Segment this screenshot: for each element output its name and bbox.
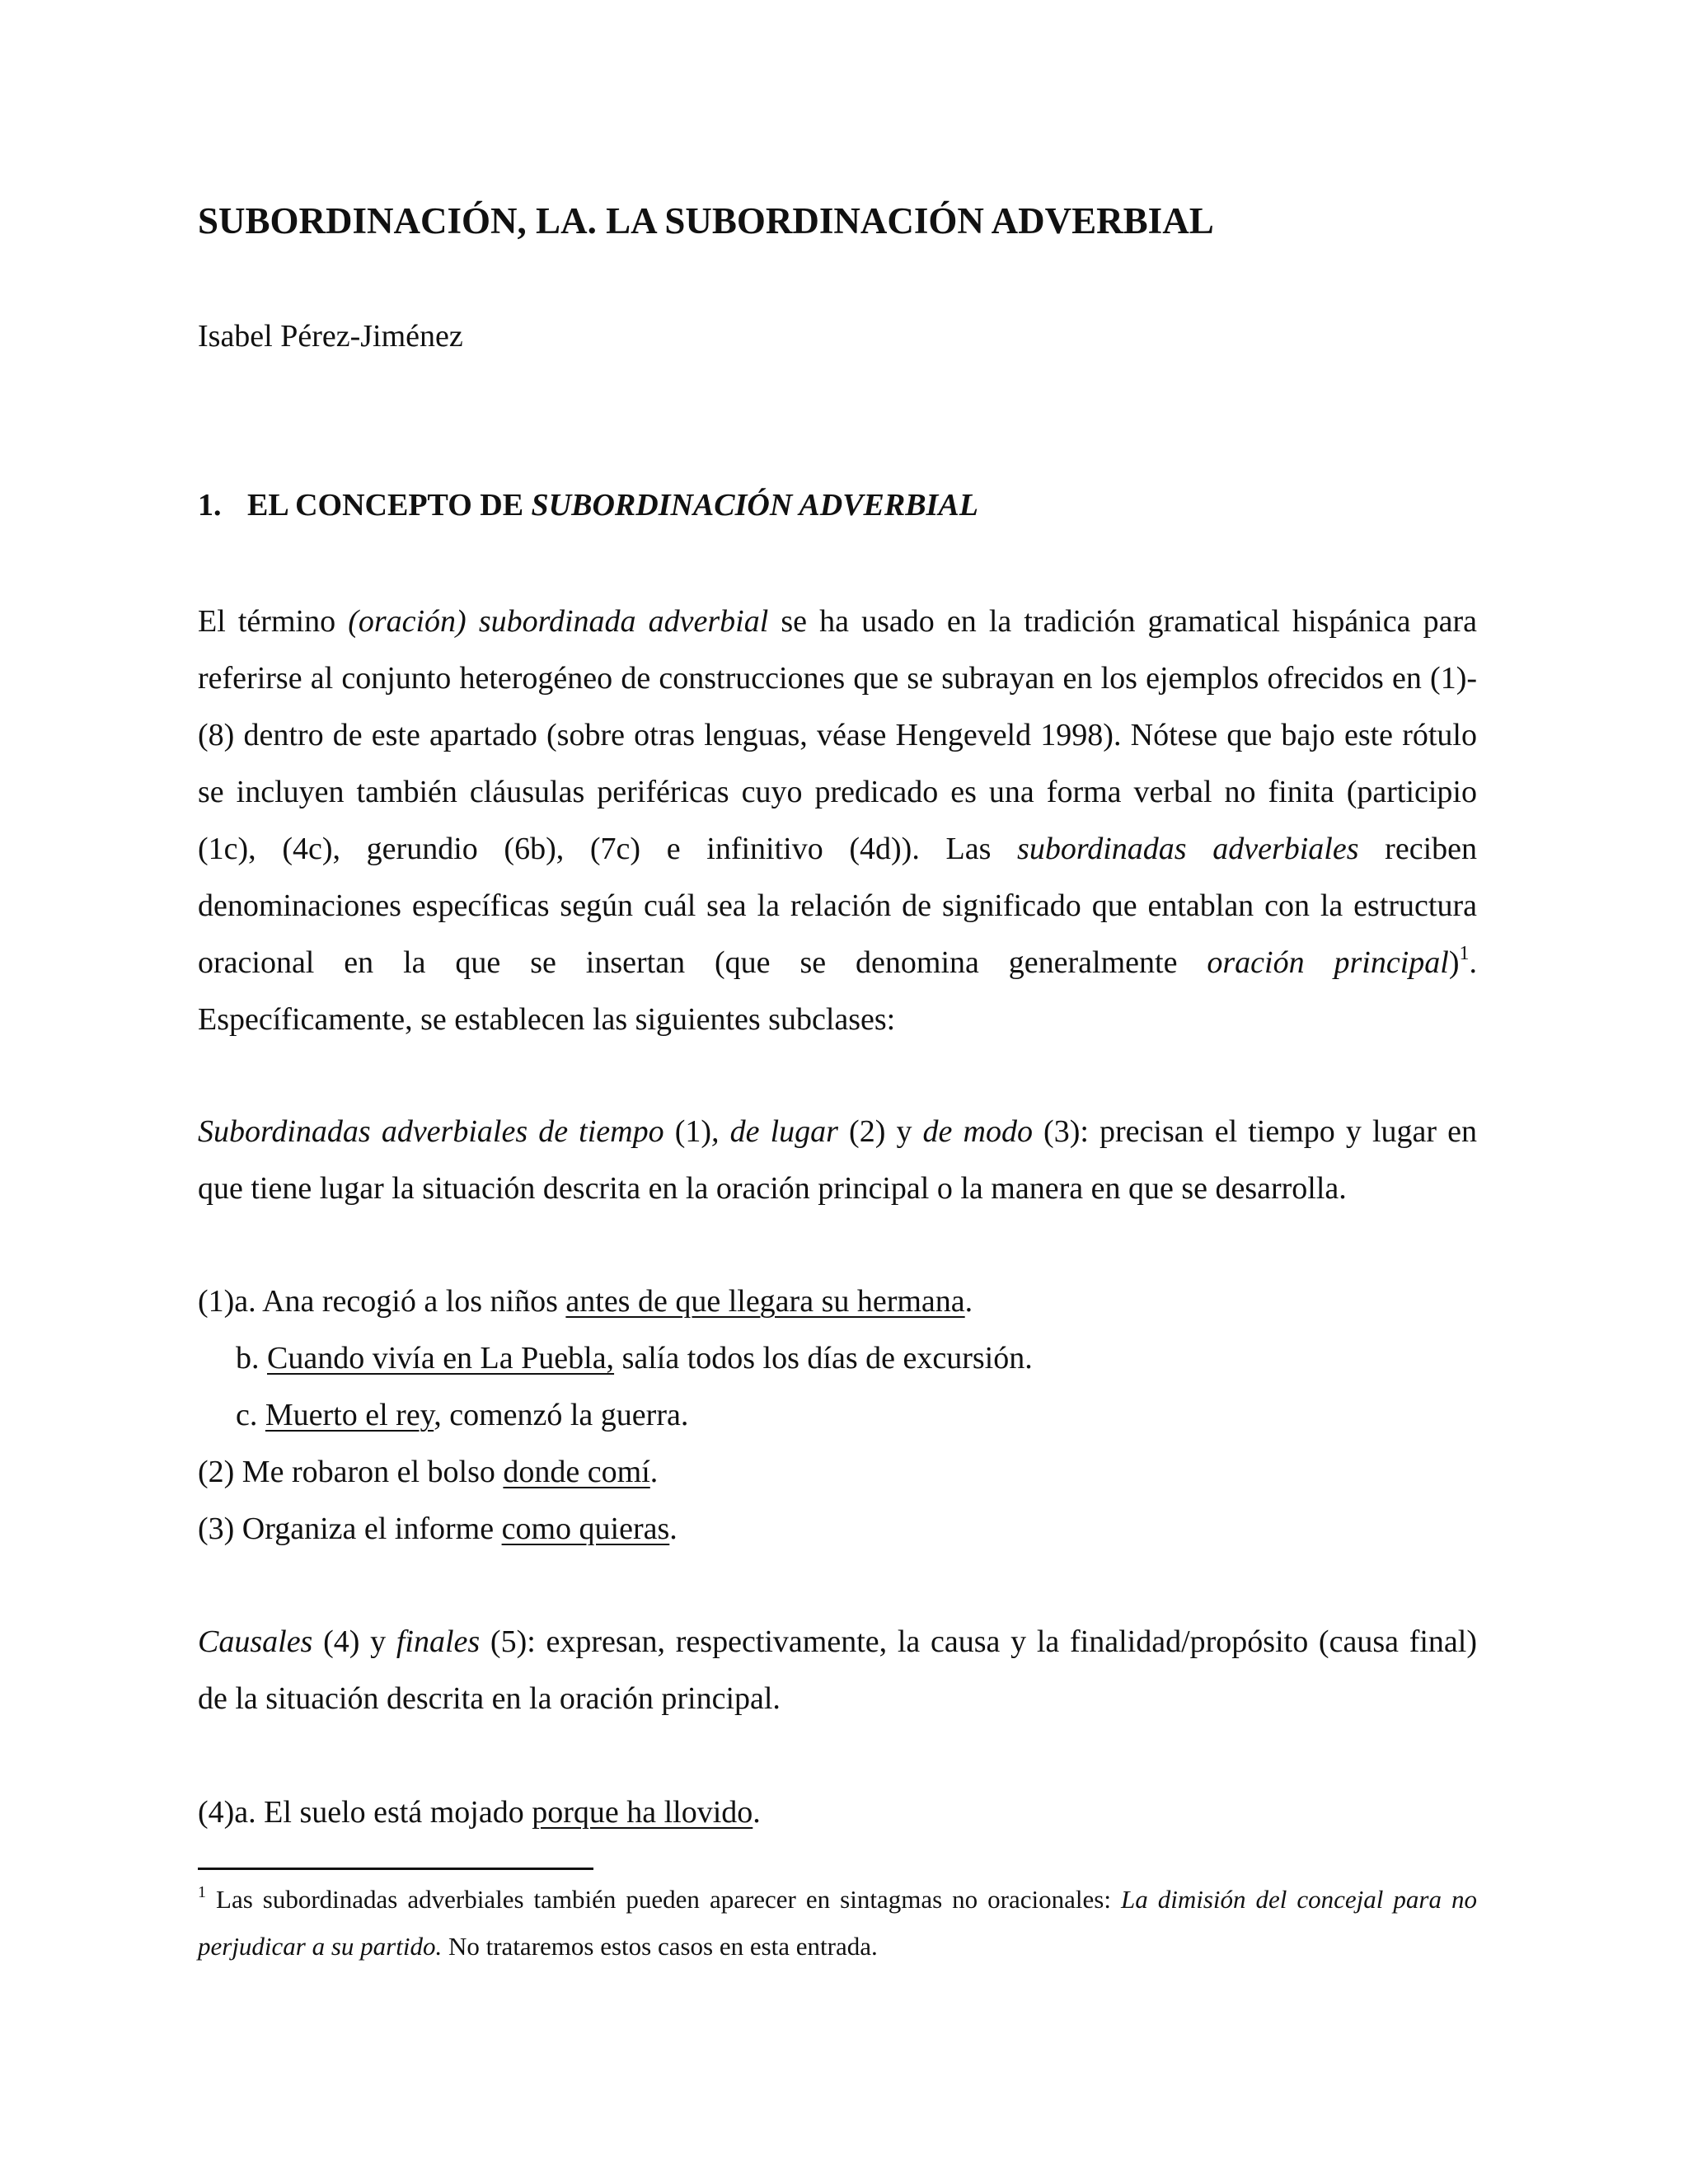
footnote-text: Las subordinadas adverbiales también pueden aparecer en sintagmas no oracionales: <box>206 1885 1121 1914</box>
paragraph-definition-body <box>198 593 1477 991</box>
italic-term: subordinadas adverbiales <box>1017 832 1359 866</box>
text-run: (2) y <box>837 1114 923 1149</box>
example-text: (3) Organiza el informe <box>198 1511 502 1546</box>
author-name: Isabel Pérez-Jiménez <box>198 319 463 354</box>
section-heading <box>198 485 1477 526</box>
example-text: , comenzó la guerra. <box>434 1398 689 1432</box>
example-4a <box>198 1784 1477 1841</box>
underlined-clause: porque ha llovido <box>532 1795 753 1830</box>
footnote-number: 1 <box>198 1883 206 1901</box>
example-text: . <box>753 1795 761 1830</box>
example-text: (1)a. Ana recogió a los niños <box>198 1284 566 1319</box>
example-text: b. <box>236 1341 267 1376</box>
italic-term: Subordinadas adverbiales de tiempo <box>198 1114 664 1149</box>
underlined-clause: donde comí <box>503 1455 650 1489</box>
examples-group-2 <box>198 1784 1477 1841</box>
footnote-reference[interactable]: 1 <box>1459 943 1470 964</box>
document-title: SUBORDINACIÓN, LA. LA SUBORDINACIÓN ADVERBIAL <box>198 200 1214 241</box>
paragraph-tiempo-lugar-modo <box>198 1104 1477 1217</box>
text-run: reciben denominaciones específicas según cuál sea la relación de significado que entablan con la estructura oracional en la que se insertan (que se denomina generalmente <box>198 832 1477 980</box>
paragraph-definition-last-line: Específicamente, se establecen las siguientes subclases: <box>198 1002 896 1037</box>
footnote-italic: La dimisión del concejal para no perjudicar a su partido. <box>198 1885 1477 1961</box>
text-run: El término <box>198 604 349 639</box>
italic-term: Causales <box>198 1624 313 1659</box>
example-3 <box>198 1501 1477 1558</box>
underlined-clause: antes de que llegara su hermana <box>565 1284 965 1319</box>
text-run: (3): precisan el tiempo y lugar en que tiene lugar la situación descrita en la oración principal o la manera en que se desarrolla. <box>198 1114 1478 1206</box>
example-text: (2) Me robaron el bolso <box>198 1455 504 1489</box>
italic-term: oración principal <box>1207 945 1449 980</box>
example-1b <box>198 1330 1477 1387</box>
underlined-clause: Muerto el rey <box>265 1398 434 1432</box>
example-text: . <box>669 1511 678 1546</box>
italic-term: , de lugar <box>711 1114 838 1149</box>
italic-term: finales <box>396 1624 481 1659</box>
text-run: se ha usado en la tradición gramatical hispánica para referirse al conjunto heterogéneo de construcciones que se subrayan en los ejemplos ofrecidos en (1)-(8) dentro de este apartado (sobre otras lenguas, véase Hengeveld 1998). Nótese que bajo este rótulo se incluyen también cláusulas periféricas cuyo predicado es una forma verbal no finita (participio (1c), (4c), gerundio (6b), (7c) e infinitivo (4d)). Las <box>198 604 1477 866</box>
footnote <box>198 1876 1477 1970</box>
example-1a <box>198 1273 1477 1330</box>
paragraph-causales-finales <box>198 1614 1477 1727</box>
example-text: . <box>649 1455 659 1489</box>
paragraph-definition <box>198 593 1477 1048</box>
section-number: 1. <box>198 488 222 523</box>
underlined-clause: como quieras <box>501 1511 670 1546</box>
underlined-clause: Cuando vivía en La Puebla, <box>267 1341 615 1376</box>
example-1c <box>198 1387 1477 1444</box>
example-text: c. <box>236 1398 265 1432</box>
example-text: (4)a. El suelo está mojado <box>198 1795 532 1830</box>
text-run: . <box>1469 945 1477 980</box>
section-title-plain: EL CONCEPTO DE <box>247 488 532 523</box>
examples-group-1 <box>198 1273 1477 1558</box>
example-text: salía todos los días de excursión. <box>614 1341 1033 1376</box>
footnote-separator <box>198 1868 593 1870</box>
italic-term: de modo <box>922 1114 1033 1149</box>
text-run: (5): expresan, respectivamente, la causa y la finalidad/propósito (causa final) de la situación descrita en la oración principal. <box>198 1624 1477 1716</box>
footnote-text: No trataremos estos casos en esta entrada. <box>442 1932 878 1961</box>
example-2 <box>198 1444 1477 1501</box>
text-run: (1) <box>663 1114 712 1149</box>
italic-term: (oración) subordinada adverbial <box>348 604 769 639</box>
text-run: ) <box>1448 945 1460 980</box>
section-title-italic: SUBORDINACIÓN ADVERBIAL <box>531 488 978 523</box>
text-run: (4) y <box>312 1624 396 1659</box>
example-text: . <box>964 1284 973 1319</box>
